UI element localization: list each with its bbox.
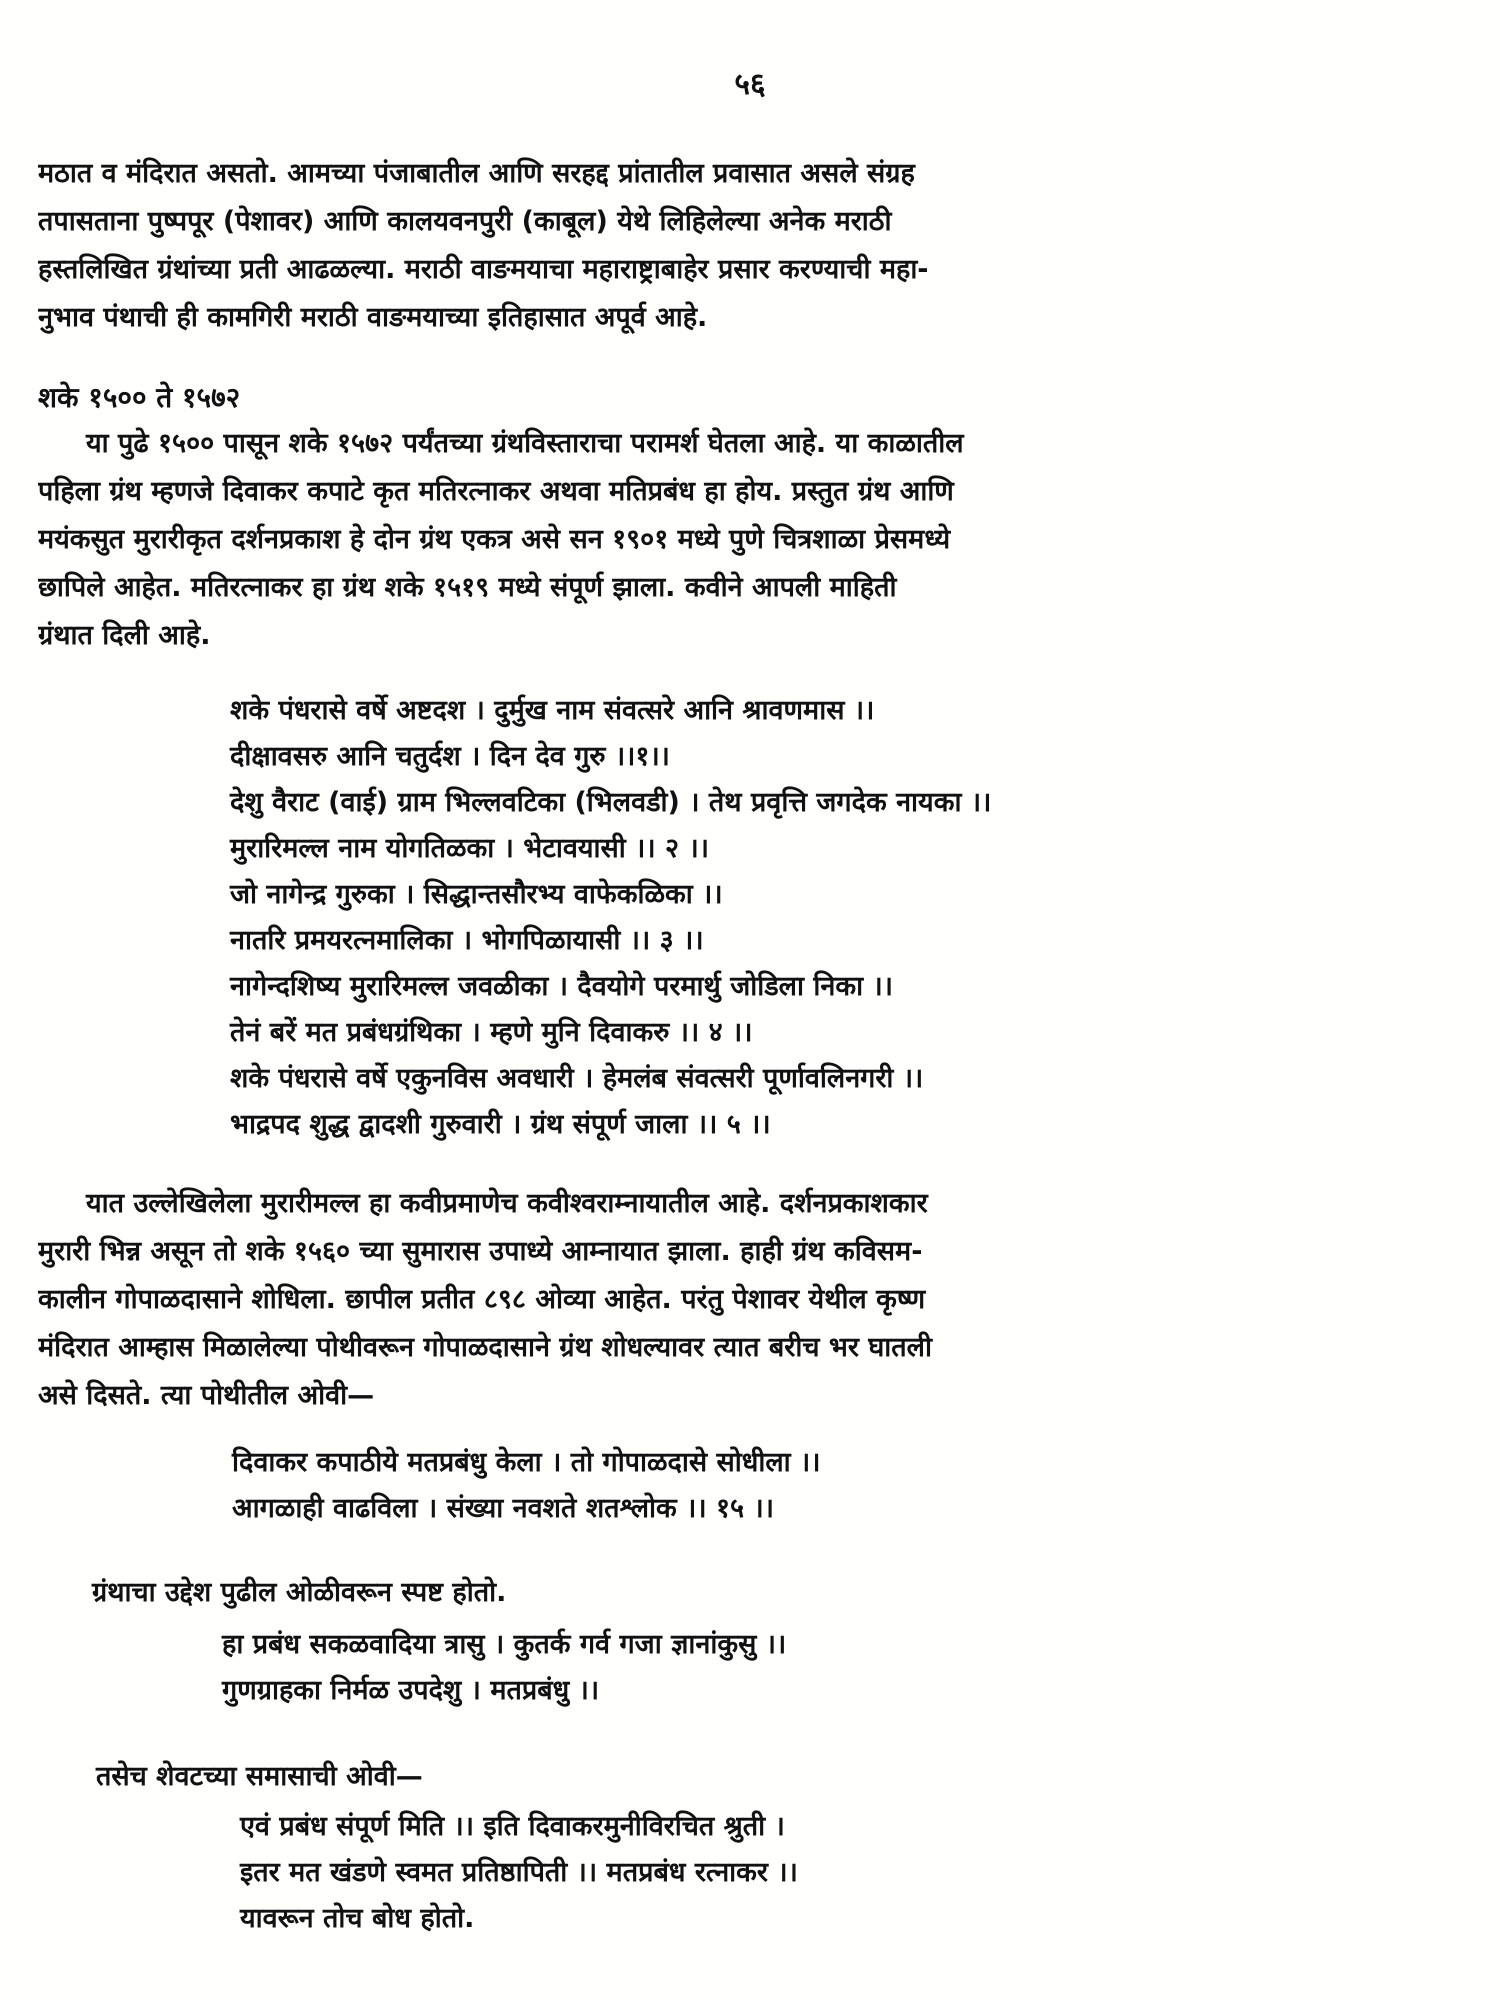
verse-line: शके पंधरासे वर्षे अष्टदश । दुर्मुख नाम संवत्सरे आनि श्रावणमास ।। [230, 695, 875, 726]
verse-block-3 [222, 1622, 786, 1714]
verse-line: आगळाही वाढविला । संख्या नवशते शतश्लोक ।। १५ ।। [232, 1493, 774, 1524]
verse-line: शके पंधरासे वर्षे एकुनविस अवधारी । हेमलंब संवत्सरी पूर्णावलिनगरी ।। [230, 1063, 924, 1094]
verse-line: इतर मत खंडणे स्वमत प्रतिष्ठापिती ।। मतप्रबंध रत्नाकर ।। [240, 1857, 798, 1888]
verse-intro-label: तसेच शेवटच्या समासाची ओवी— [96, 1761, 423, 1792]
verse-line: यावरून तोच बोध होतो. [240, 1903, 475, 1934]
verse-block-2 [232, 1440, 821, 1532]
verse-line: नातरि प्रमयरत्नमालिका । भोगपिळायासी ।। ३ ।। [230, 925, 704, 956]
paragraph-section-intro [38, 420, 1468, 660]
text-line: नुभाव पंथाची ही कामगिरी मराठी वाङमयाच्या इतिहासात अपूर्व आहे. [38, 302, 708, 333]
verse-block-4 [240, 1804, 798, 1942]
text-line: हस्तलिखित ग्रंथांच्या प्रती आढळल्या. मराठी वाङमयाचा महाराष्ट्राबाहेर प्रसार करण्याची महा- [38, 254, 929, 285]
verse-line: दिवाकर कपाठीये मतप्रबंधु केला । तो गोपाळदासे सोधीला ।। [232, 1447, 821, 1478]
text-line: मंदिरात आम्हास मिळालेल्या पोथीवरून गोपाळदासाने ग्रंथ शोधल्यावर त्यात बरीच भर घातली [38, 1332, 932, 1363]
text-line: यात उल्लेखिलेला मुरारीमल्ल हा कवीप्रमाणेच कवीश्वराम्नायातील आहे. दर्शनप्रकाशकार [86, 1188, 928, 1219]
text-line: असे दिसते. त्या पोथीतील ओवी— [38, 1380, 375, 1411]
verse-line: मुरारिमल्ल नाम योगतिळका । भेटावयासी ।। २ ।। [230, 833, 709, 864]
page-number: ५६ [734, 67, 766, 102]
verse-line: देशु वैराट (वाई) ग्राम भिल्लवटिका (भिलवडी) । तेथ प्रवृत्ति जगदेक नायका ।। [230, 787, 992, 818]
text-line: पहिला ग्रंथ म्हणजे दिवाकर कपाटे कृत मतिरत्नाकर अथवा मतिप्रबंध हा होय. प्रस्तुत ग्रंथ आणि [38, 476, 954, 507]
verse-line: तेनं बरें मत प्रबंधग्रंथिका । म्हणे मुनि दिवाकरु ।। ४ ।। [230, 1017, 753, 1048]
verse-line: एवं प्रबंध संपूर्ण मिति ।। इति दिवाकरमुनीविरचित श्रुती । [240, 1811, 785, 1842]
text-line: मुरारी भिन्न असून तो शके १५६० च्या सुमारास उपाध्ये आम्नायात झाला. हाही ग्रंथ कविसम- [38, 1236, 923, 1267]
verse-line: गुणग्राहका निर्मळ उपदेशु । मतप्रबंधु ।। [222, 1675, 600, 1706]
text-line: मयंकसुत मुरारीकृत दर्शनप्रकाश हे दोन ग्रंथ एकत्र असे सन १९०१ मध्ये पुणे चित्रशाळा प्रेसमध्ये [38, 524, 951, 555]
verse-line: हा प्रबंध सकळवादिया त्रासु । कुतर्क गर्व गजा ज्ञानांकुसु ।। [222, 1629, 787, 1660]
verse-line: भाद्रपद शुद्ध द्वादशी गुरुवारी । ग्रंथ संपूर्ण जाला ।। ५ ।। [230, 1109, 771, 1140]
paragraph-intro [38, 150, 1468, 342]
verse-line: जो नागेन्द्र गुरुका । सिद्धान्तसौरभ्य वाफेकळिका ।। [230, 879, 723, 910]
verse-intro-label: ग्रंथाचा उद्देश पुढील ओळीवरून स्पष्ट होतो. [92, 1577, 507, 1608]
section-heading: शके १५०० ते १५७२ [38, 381, 241, 414]
text-line: ग्रंथात दिली आहे. [38, 620, 211, 651]
verse-block-1 [230, 688, 991, 1148]
paragraph-discussion [38, 1180, 1468, 1420]
verse-line: नागेन्दशिष्य मुरारिमल्ल जवळीका । दैवयोगे परमार्थु जोडिला निका ।। [230, 971, 893, 1002]
text-line: तपासताना पुष्पपूर (पेशावर) आणि कालयवनपुरी (काबूल) येथे लिहिलेल्या अनेक मराठी [38, 206, 892, 237]
text-line: कालीन गोपाळदासाने शोधिला. छापील प्रतीत ८९८ ओव्या आहेत. परंतु पेशावर येथील कृष्ण [38, 1284, 926, 1315]
text-line: या पुढे १५०० पासून शके १५७२ पर्यंतच्या ग्रंथविस्ताराचा परामर्श घेतला आहे. या काळातील [86, 428, 964, 459]
text-line: मठात व मंदिरात असतो. आमच्या पंजाबातील आणि सरहद्द प्रांतातील प्रवासात असले संग्रह [38, 158, 915, 189]
text-line: छापिले आहेत. मतिरत्नाकर हा ग्रंथ शके १५१९ मध्ये संपूर्ण झाला. कवीने आपली माहिती [38, 572, 897, 603]
verse-line: दीक्षावसरु आनि चतुर्दश । दिन देव गुरु ।।१।। [230, 741, 670, 772]
